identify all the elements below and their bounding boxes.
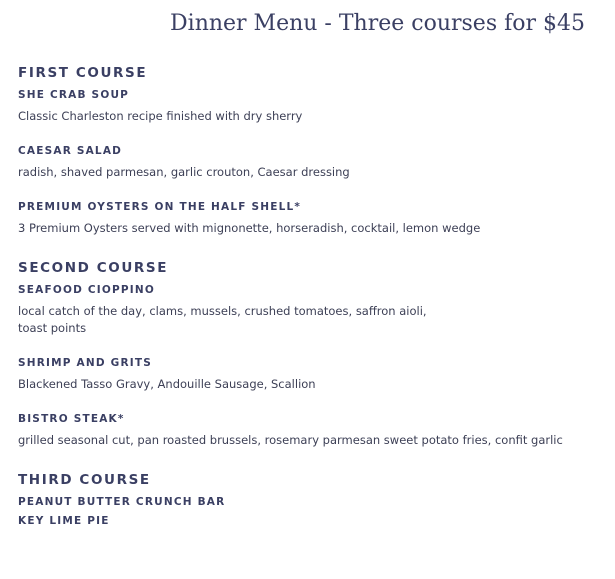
dish-item [18, 88, 597, 125]
dish-name: KEY LIME PIE [18, 515, 110, 527]
dish-description-line: local catch of the day, clams, mussels, crushed tomatoes, saffron aioli, [18, 304, 427, 318]
dish-description-line: toast points [18, 321, 87, 335]
dish-name: SHE CRAB SOUP [18, 89, 130, 101]
dish-item [18, 144, 597, 181]
course-first [18, 64, 597, 237]
menu-title: Dinner Menu - Three courses for $45 [170, 11, 585, 36]
course-title: SECOND COURSE [18, 260, 169, 276]
dessert-list [18, 495, 597, 528]
dish-name: CAESAR SALAD [18, 145, 123, 157]
menu-body [18, 64, 597, 533]
dish-name: SHRIMP AND GRITS [18, 357, 152, 369]
dish-description: radish, shaved parmesan, garlic crouton, Caesar dressing [18, 165, 350, 179]
course-title: FIRST COURSE [18, 65, 148, 81]
dish-name: PEANUT BUTTER CRUNCH BAR [18, 496, 226, 508]
course-second [18, 259, 597, 449]
dish-name: PREMIUM OYSTERS ON THE HALF SHELL* [18, 201, 302, 213]
dish-description: Blackened Tasso Gravy, Andouille Sausage, Scallion [18, 377, 316, 391]
dish-item [18, 283, 597, 337]
dish-name: BISTRO STEAK* [18, 413, 125, 425]
course-third [18, 471, 597, 528]
dish-description: grilled seasonal cut, pan roasted brussels, rosemary parmesan sweet potato fries, confit garlic [18, 433, 563, 447]
dish-item [18, 200, 597, 237]
course-title: THIRD COURSE [18, 472, 151, 488]
dish-name: SEAFOOD CIOPPINO [18, 284, 156, 296]
dish-description: 3 Premium Oysters served with mignonette, horseradish, cocktail, lemon wedge [18, 221, 481, 235]
dish-item [18, 412, 597, 449]
dish-description: Classic Charleston recipe finished with dry sherry [18, 109, 303, 123]
dish-item [18, 356, 597, 393]
